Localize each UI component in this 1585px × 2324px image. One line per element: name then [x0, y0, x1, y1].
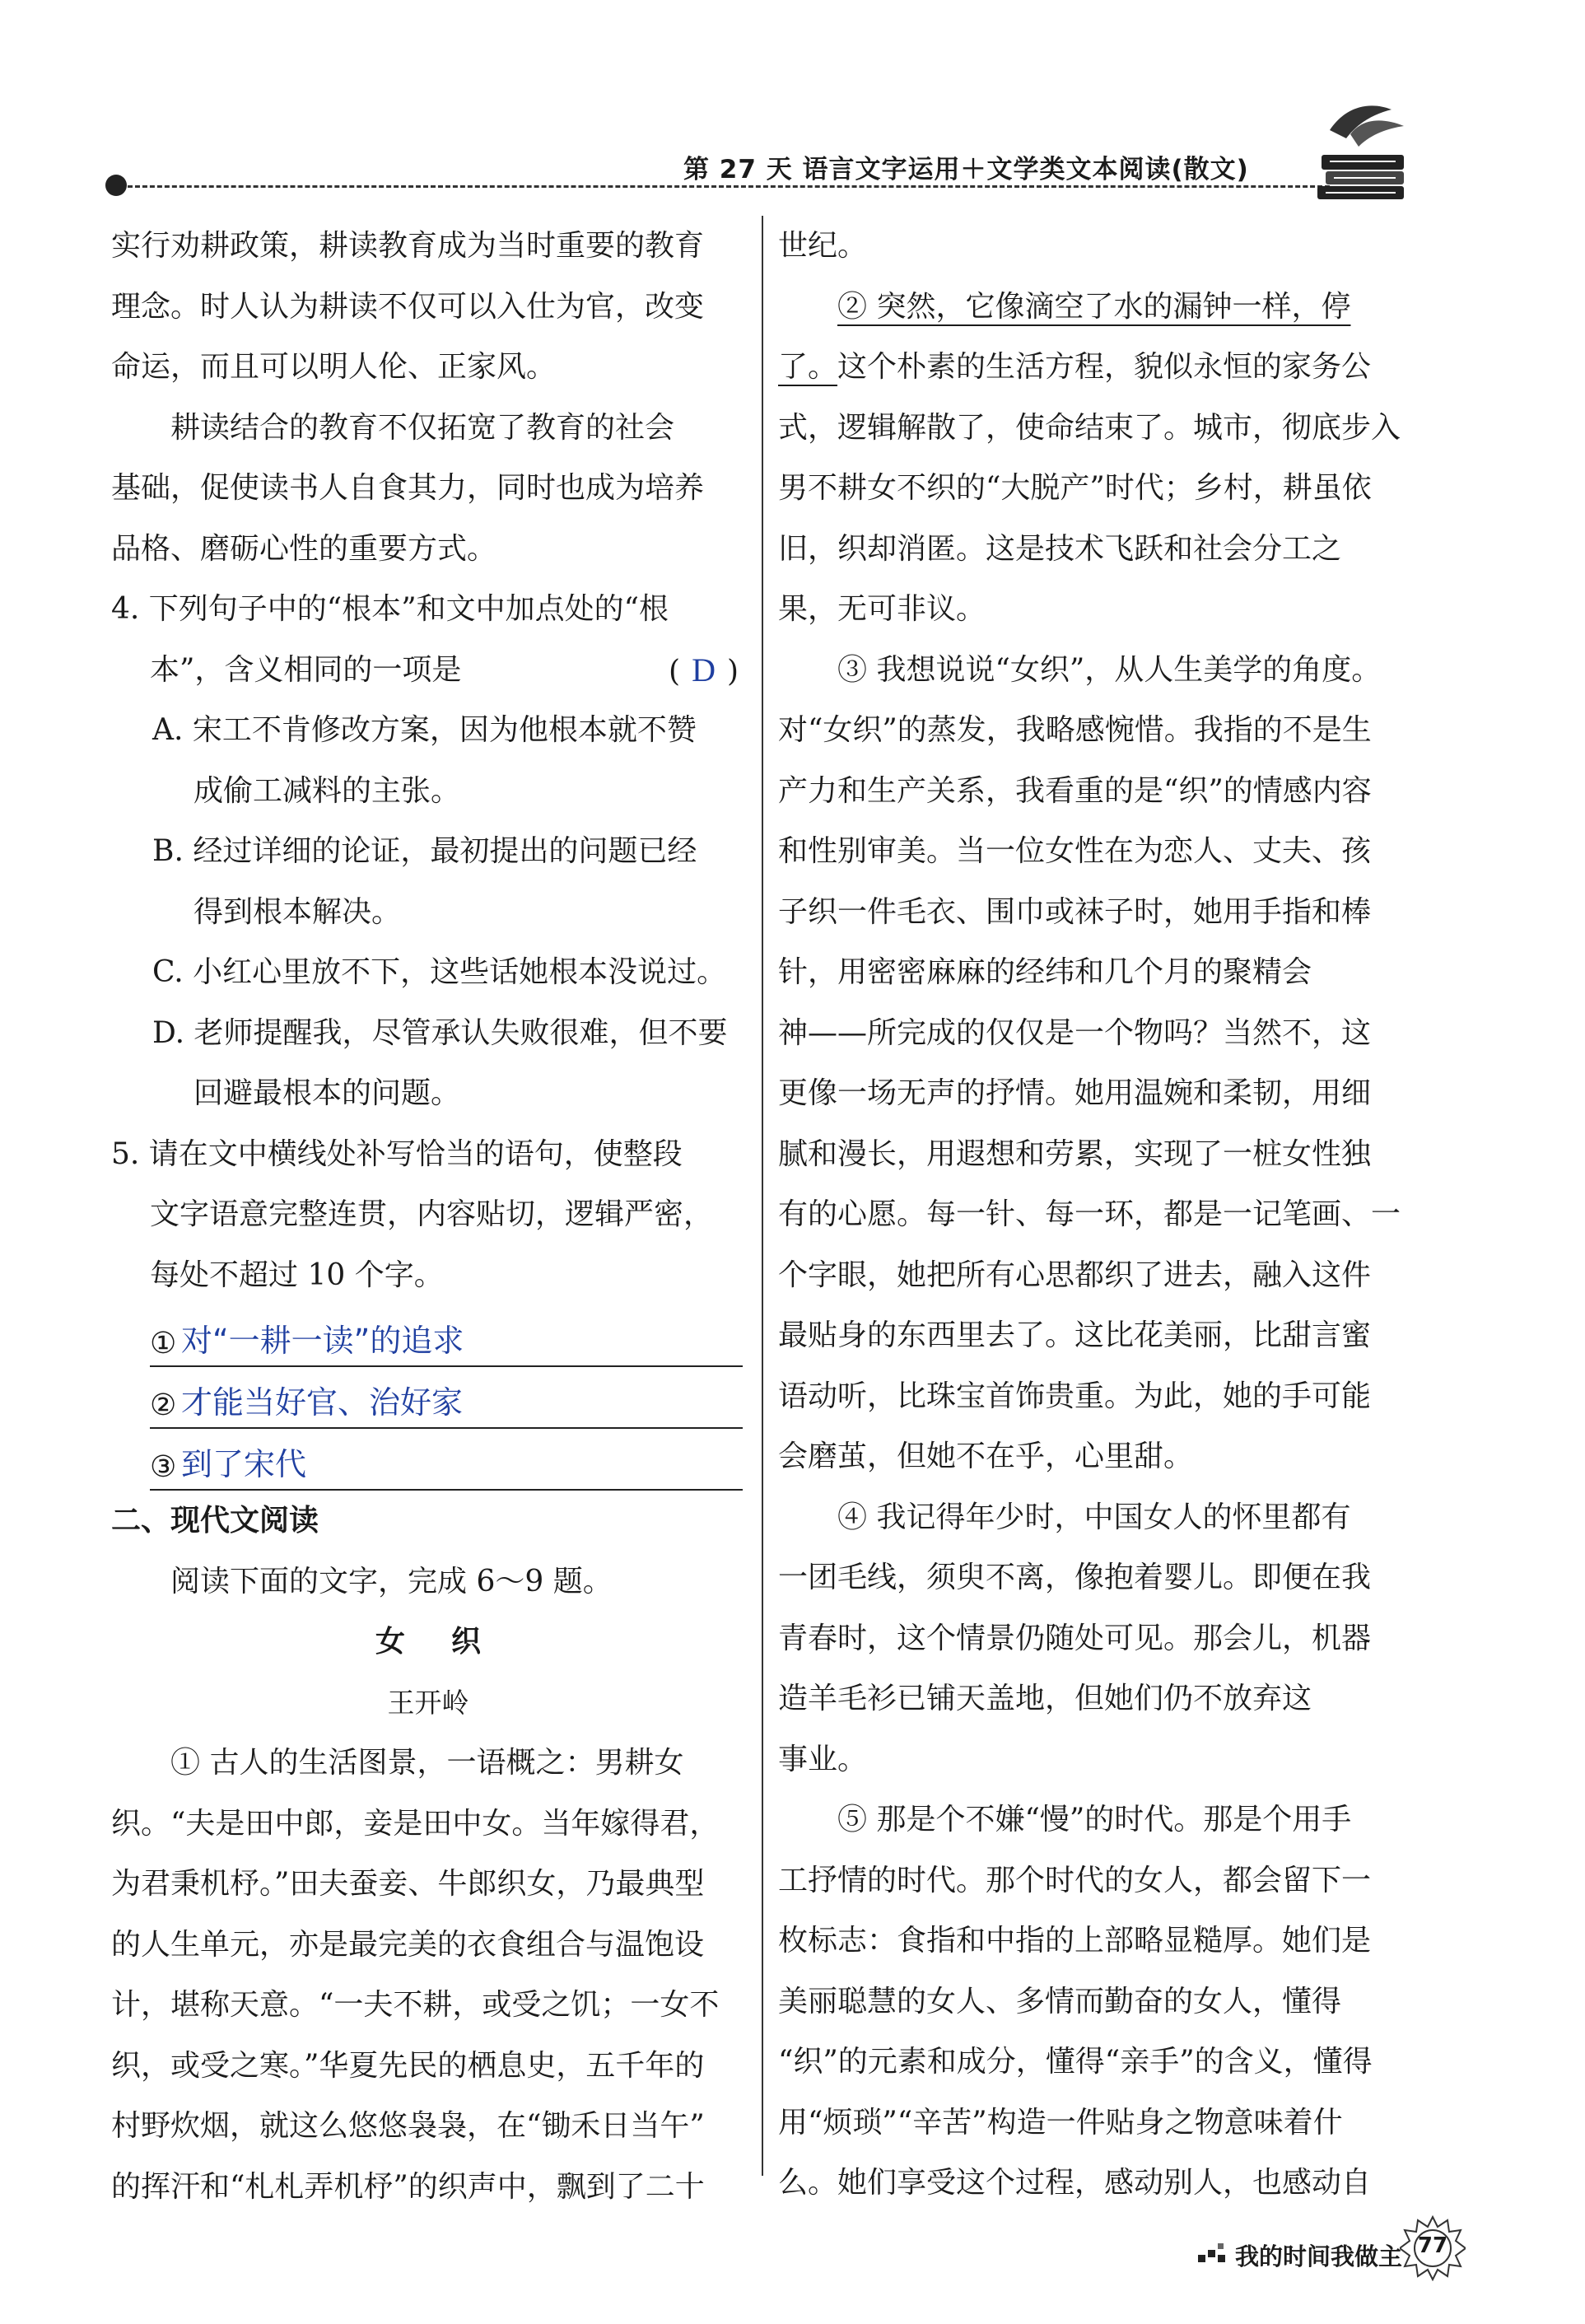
- text-line: 针，用密密麻麻的经纬和几个月的聚精会: [778, 955, 1312, 989]
- text-line: 和性别审美。当一位女性在为恋人、丈夫、孩: [778, 834, 1372, 868]
- text-line: 世纪。: [778, 229, 868, 263]
- text-line: 个字眼，她把所有心思都织了进去，融入这件: [778, 1258, 1372, 1292]
- question-4-stem-text: 本”，含义相同的一项是: [150, 652, 462, 687]
- page-header-title: 第 27 天 语言文字运用＋文学类文本阅读(散文): [683, 155, 1249, 184]
- text-line: 更像一场无声的抒情。她用温婉和柔韧，用细: [778, 1076, 1372, 1110]
- answer-choice: D: [692, 651, 716, 688]
- text-line: 织。“夫是田中郎，妾是田中女。当年嫁得君，: [111, 1806, 720, 1841]
- text-line: ① 古人的生活图景，一语概之：男耕女: [170, 1746, 684, 1780]
- text-line: 理念。时人认为耕读不仅可以入仕为官，改变: [111, 289, 705, 324]
- answer-line-2: [150, 1367, 743, 1429]
- text-line: 用“烦琐”“辛苦”构造一件贴身之物意味着什: [778, 2105, 1343, 2140]
- text-line: ⑤ 那是个不嫌“慢”的时代。那是个用手: [837, 1803, 1352, 1836]
- answer-bracket: ( D ): [669, 651, 739, 688]
- underlined-sentence: ② 突然，它像滴空了水的漏钟一样，停: [837, 289, 1351, 324]
- text-line: ③ 我想说说“女织”，从人生美学的角度。: [837, 652, 1382, 687]
- reading-instruction: 阅读下面的文字，完成 6～9 题。: [170, 1564, 613, 1598]
- option-a-cont: 成偷工减料的主张。: [193, 773, 461, 808]
- underlined-sentence-end: 了。: [778, 350, 838, 384]
- squares-icon: [1198, 2240, 1231, 2265]
- text-line: 的挥汗和“札札弄机杼”的织声中，飘到了二十: [111, 2169, 705, 2204]
- option-c: C. 小红心里放不下，这些话她根本没说过。: [152, 955, 727, 989]
- text-line: “织”的元素和成分，懂得“亲手”的含义，懂得: [778, 2045, 1373, 2079]
- text-line: 式，逻辑解散了，使命结束了。城市，彻底步入: [778, 410, 1401, 445]
- question-4-stem-cont: [111, 640, 745, 701]
- text-line: 美丽聪慧的女人、多情而勤奋的女人，懂得: [778, 1984, 1342, 2018]
- text-line: 有的心愿。每一针、每一环，都是一记笔画、一: [778, 1197, 1401, 1231]
- text-line: 实行劝耕政策，耕读教育成为当时重要的教育: [111, 229, 705, 263]
- option-b-cont: 得到根本解决。: [193, 894, 402, 929]
- text-line: 会磨茧，但她不在乎，心里甜。: [778, 1440, 1194, 1473]
- option-d: D. 老师提醒我，尽管承认失败很难，但不要: [152, 1015, 728, 1050]
- text-line: ④ 我记得年少时，中国女人的怀里都有: [837, 1500, 1351, 1534]
- text-line: 对“女织”的蒸发，我略感惋惜。我指的不是生: [778, 713, 1372, 747]
- text-line: 一团毛线，须臾不离，像抱着婴儿。即便在我: [778, 1561, 1372, 1594]
- article-title: 女织: [375, 1625, 527, 1659]
- text-line: 了。这个朴素的生活方程，貌似永恒的家务公: [778, 350, 1372, 384]
- answer-line-1: [150, 1305, 743, 1367]
- answer-number: ②: [150, 1388, 177, 1422]
- option-b: B. 经过详细的论证，最初提出的问题已经: [152, 834, 697, 868]
- text-line: 青春时，这个情景仍随处可见。那会儿，机器: [778, 1621, 1372, 1655]
- answer-number: ③: [150, 1450, 177, 1484]
- text-line: 村野炊烟，就这么悠悠袅袅，在“锄禾日当午”: [111, 2109, 705, 2143]
- option-d-cont: 回避最根本的问题。: [193, 1076, 461, 1110]
- text-line: 男不耕女不织的“大脱产”时代；乡村，耕虽依: [778, 471, 1372, 505]
- text-line: 基础，促使读书人自食其力，同时也成为培养: [111, 471, 705, 505]
- text-line: 子织一件毛衣、围巾或袜子时，她用手指和棒: [778, 894, 1372, 929]
- text-line: 织，或受之寒。”华夏先民的栖息史，五千年的: [111, 2048, 705, 2083]
- handwritten-answer: 才能当好官、治好家: [181, 1384, 464, 1421]
- section-heading: 二、现代文阅读: [111, 1504, 319, 1538]
- header-bullet-icon: [105, 175, 127, 196]
- question-4-stem: 4. 下列句子中的“根本”和文中加点处的“根: [111, 592, 669, 626]
- left-column: [111, 216, 745, 2217]
- text-line: 为君秉机杼。”田夫蚕妾、牛郎织女，乃最典型: [111, 1867, 705, 1901]
- text-line: 计，堪称天意。“一夫不耕，或受之饥；一女不: [111, 1988, 720, 2022]
- answer-number: ①: [150, 1327, 177, 1360]
- handwritten-answer: 对“一耕一读”的追求: [181, 1323, 464, 1359]
- option-a: A. 宋工不肯修改方案，因为他根本就不赞: [152, 713, 697, 747]
- answer-line-3: [150, 1429, 743, 1491]
- text-line: 语动听，比珠宝首饰贵重。为此，她的手可能: [778, 1379, 1372, 1413]
- footer-slogan: 我的时间我做主: [1235, 2242, 1403, 2270]
- article-author: 王开岭: [387, 1686, 469, 1719]
- text-line: 的人生单元，亦是最完美的衣食组合与温饱设: [111, 1927, 705, 1962]
- text-line: 事业。: [778, 1742, 868, 1776]
- right-column: [778, 216, 1408, 2214]
- question-5-stem-cont: 文字语意完整连贯，内容贴切，逻辑严密，: [150, 1197, 714, 1231]
- text-line: 品格、磨砺心性的重要方式。: [111, 531, 497, 566]
- text-line: 工抒情的时代。那个时代的女人，都会留下一: [778, 1863, 1372, 1897]
- text-line: 造羊毛衫已铺天盖地，但她们仍不放弃这: [778, 1682, 1312, 1715]
- text-line: 枚标志：食指和中指的上部略显糙厚。她们是: [778, 1924, 1372, 1958]
- page-number: 77: [1417, 2233, 1448, 2258]
- text-line: [778, 277, 1408, 338]
- text-line: 腻和漫长，用遐想和劳累，实现了一桩女性独: [778, 1136, 1372, 1171]
- text-line: 么。她们享受这个过程，感动别人，也感动自: [778, 2166, 1372, 2200]
- header-dashed-rule: [128, 185, 1330, 188]
- text-line: 旧，织却消匿。这是技术飞跃和社会分工之: [778, 531, 1342, 566]
- books-icon: [1313, 97, 1412, 204]
- column-divider: [762, 216, 763, 2176]
- question-5-stem: 5. 请在文中横线处补写恰当的语句，使整段: [111, 1136, 683, 1171]
- text-line: 产力和生产关系，我看重的是“织”的情感内容: [778, 773, 1372, 808]
- text-line: 命运，而且可以明人伦、正家风。: [111, 350, 557, 384]
- text-line: 神——所完成的仅仅是一个物吗？当然不，这: [778, 1015, 1372, 1050]
- question-5-stem-cont: 每处不超过 10 个字。: [150, 1258, 444, 1292]
- text-line: 耕读结合的教育不仅拓宽了教育的社会: [170, 410, 675, 445]
- text-line: 最贴身的东西里去了。这比花美丽，比甜言蜜: [778, 1318, 1372, 1352]
- handwritten-answer: 到了宋代: [181, 1446, 307, 1482]
- text-line: 果，无可非议。: [778, 592, 986, 626]
